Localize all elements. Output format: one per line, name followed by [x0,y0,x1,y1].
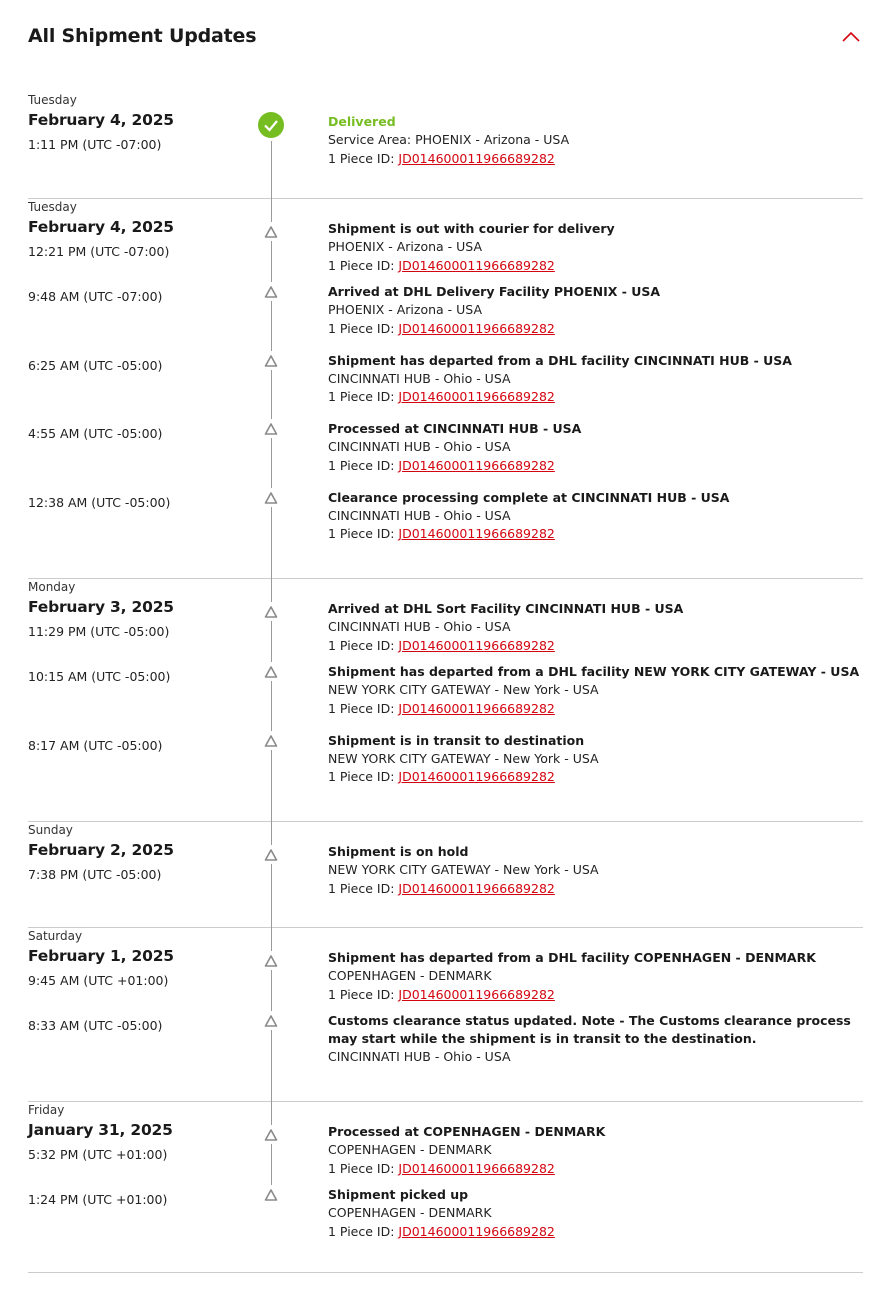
piece-id-label: 1 Piece ID: [328,457,395,473]
event-location: PHOENIX - Arizona - USA [328,302,483,317]
triangle-icon [264,225,278,239]
event-time: 9:48 AM (UTC -07:00) [28,289,163,304]
event-marker [256,491,286,505]
event-status: Shipment picked up [328,1187,469,1202]
event-location: CINCINNATI HUB - Ohio - USA [328,507,511,523]
event-status: Clearance processing complete at CINCINNATI HUB - USA [328,489,730,505]
event-detail [328,949,863,1004]
triangle-icon [264,848,278,862]
event-date: February 1, 2025 [28,947,174,965]
triangle-icon [264,665,278,679]
event-location: NEW YORK CITY GATEWAY - New York - USA [328,862,599,877]
event-time: 12:38 AM (UTC -05:00) [28,494,171,510]
event-marker [256,734,286,748]
piece-id-line [328,257,863,276]
piece-id-label: 1 Piece ID: [328,257,395,273]
piece-id-link[interactable]: JD014600011966689282 [398,389,555,404]
event-time-column [28,92,243,154]
event-date: January 31, 2025 [28,1121,173,1139]
event-time-column [28,1102,243,1164]
triangle-icon [264,1188,278,1202]
timeline-connector [271,438,272,488]
event-time: 5:32 PM (UTC +01:00) [28,1147,168,1162]
event-location: CINCINNATI HUB - Ohio - USA [328,619,511,634]
event-time-column [28,928,243,990]
triangle-icon [264,491,278,505]
day-group [28,579,863,822]
event-detail [328,113,863,168]
timeline-connector [271,370,272,420]
event-marker [256,665,286,679]
event-time: 8:17 AM (UTC -05:00) [28,737,163,753]
event-marker [256,1188,286,1202]
piece-id-label: 1 Piece ID: [328,389,395,404]
event-location: Service Area: PHOENIX - Arizona - USA [328,132,570,147]
piece-id-line [328,1160,863,1179]
event-detail [328,220,863,275]
event-status: Shipment is on hold [328,844,469,859]
timeline-connector [271,681,272,731]
timeline-connector [271,507,272,603]
event-time-column [28,425,243,443]
triangle-icon [264,285,278,299]
event-time-column [28,737,243,755]
event-date: February 2, 2025 [28,841,174,859]
event-status: Arrived at DHL Delivery Facility PHOENIX - USA [328,284,661,299]
event-date: February 4, 2025 [28,218,174,236]
piece-id-line [328,637,863,656]
event-time-column [28,357,243,375]
triangle-icon [264,734,278,748]
event-location: CINCINNATI HUB - Ohio - USA [328,439,511,454]
piece-id-line [328,700,863,719]
event-detail [328,420,863,475]
piece-id-line [328,320,863,339]
triangle-icon [264,1128,278,1142]
event-date: February 3, 2025 [28,598,174,616]
event-marker [256,848,286,862]
event-detail [328,600,863,655]
piece-id-label: 1 Piece ID: [328,700,395,716]
event-marker [256,1128,286,1142]
piece-id-label: 1 Piece ID: [328,637,395,653]
event-status: Processed at COPENHAGEN - DENMARK [328,1124,606,1139]
event-location: NEW YORK CITY GATEWAY - New York - USA [328,750,599,766]
event-marker [256,954,286,968]
piece-id-link[interactable]: JD014600011966689282 [398,1223,555,1239]
piece-id-link[interactable]: JD014600011966689282 [398,320,555,336]
event-detail [328,1186,863,1241]
piece-id-line [328,388,863,407]
event-status: Arrived at DHL Sort Facility CINCINNATI HUB - USA [328,601,684,616]
event-time: 1:11 PM (UTC -07:00) [28,137,162,152]
delivered-marker [256,111,286,139]
event-time: 1:24 PM (UTC +01:00) [28,1192,168,1207]
event-time: 9:45 AM (UTC +01:00) [28,973,169,988]
piece-id-label: 1 Piece ID: [328,880,395,896]
piece-id-line [328,768,863,787]
event-status: Shipment is in transit to destination [328,732,585,748]
event-marker [256,285,286,299]
timeline-connector [271,301,272,351]
day-group [28,92,863,199]
day-group [28,822,863,928]
event-marker [256,422,286,436]
event-detail [328,352,863,407]
piece-id-line [328,457,863,476]
event-time-column [28,822,243,884]
check-circle-icon [257,111,285,139]
event-time-column [28,579,243,641]
event-time: 8:33 AM (UTC -05:00) [28,1018,163,1033]
event-time: 4:55 AM (UTC -05:00) [28,426,163,441]
piece-id-link[interactable]: JD014600011966689282 [398,637,555,653]
event-status: Shipment is out with courier for delivery [328,221,615,236]
piece-id-link[interactable]: JD014600011966689282 [398,526,555,541]
event-location: CINCINNATI HUB - Ohio - USA [328,370,511,386]
piece-id-line [328,880,863,899]
timeline-connector [271,1144,272,1185]
event-time: 6:25 AM (UTC -05:00) [28,357,163,373]
event-time-column [28,1191,243,1209]
triangle-icon [264,954,278,968]
event-status: Delivered [328,114,396,129]
timeline-connector [271,970,272,1011]
event-detail [328,732,863,787]
piece-id-link[interactable]: JD014600011966689282 [398,880,555,896]
piece-id-line [328,150,863,169]
timeline-connector [271,864,272,951]
event-time: 12:21 PM (UTC -07:00) [28,244,170,259]
event-time-column [28,494,243,512]
triangle-icon [264,354,278,368]
event-detail [328,489,863,544]
event-status: Shipment has departed from a DHL facility CINCINNATI HUB - USA [328,352,792,368]
piece-id-line [328,525,863,544]
timeline-connector [271,241,272,282]
timeline-connector [271,141,272,222]
event-location: COPENHAGEN - DENMARK [328,1205,492,1220]
piece-id-link[interactable]: JD014600011966689282 [398,986,555,1002]
event-status: Shipment has departed from a DHL facility COPENHAGEN - DENMARK [328,950,816,965]
day-group [28,928,863,1102]
event-location: COPENHAGEN - DENMARK [328,1142,492,1157]
shipment-timeline [28,92,863,1273]
piece-id-label: 1 Piece ID: [328,769,395,784]
piece-id-line [328,986,863,1005]
triangle-icon [264,605,278,619]
piece-id-link[interactable]: JD014600011966689282 [398,150,555,166]
event-time-column [28,1017,243,1035]
triangle-icon [264,422,278,436]
piece-id-link[interactable]: JD014600011966689282 [398,457,555,473]
day-group [28,1102,863,1273]
event-weekday: Saturday [28,929,83,943]
event-marker [256,225,286,239]
triangle-icon [264,1014,278,1028]
event-weekday: Tuesday [28,200,77,214]
piece-id-link[interactable]: JD014600011966689282 [398,700,555,716]
piece-id-link[interactable]: JD014600011966689282 [398,769,555,784]
event-detail [328,663,863,718]
event-detail [328,283,863,338]
event-location: CINCINNATI HUB - Ohio - USA [328,1049,511,1064]
event-location: PHOENIX - Arizona - USA [328,239,483,254]
chevron-up-icon [840,26,862,48]
event-weekday: Monday [28,580,76,594]
event-weekday: Friday [28,1103,65,1117]
timeline-connector [271,621,272,662]
event-status: Shipment has departed from a DHL facility NEW YORK CITY GATEWAY - USA [328,664,860,679]
piece-id-label: 1 Piece ID: [328,986,395,1002]
day-group [28,199,863,579]
event-status: Customs clearance status updated. Note - The Customs clearance process may start while the shipment is in transit to the destination. [328,1013,851,1046]
event-date: February 4, 2025 [28,111,174,129]
timeline-connector [271,1030,272,1125]
event-detail [328,1123,863,1178]
piece-id-label: 1 Piece ID: [328,1223,395,1239]
event-weekday: Sunday [28,823,73,837]
event-time-column [28,199,243,261]
event-marker [256,1014,286,1028]
piece-id-link[interactable]: JD014600011966689282 [398,257,555,273]
piece-id-label: 1 Piece ID: [328,1160,395,1176]
timeline-connector [271,750,272,846]
piece-id-link[interactable]: JD014600011966689282 [398,1160,555,1176]
event-marker [256,354,286,368]
event-location: NEW YORK CITY GATEWAY - New York - USA [328,682,599,697]
event-detail [328,1012,863,1067]
piece-id-label: 1 Piece ID: [328,320,395,336]
section-title: All Shipment Updates [28,25,257,47]
piece-id-label: 1 Piece ID: [328,150,395,166]
event-time: 11:29 PM (UTC -05:00) [28,624,170,639]
piece-id-line [328,1223,863,1242]
event-time-column [28,288,243,306]
event-time: 7:38 PM (UTC -05:00) [28,867,162,882]
event-detail [328,843,863,898]
event-time: 10:15 AM (UTC -05:00) [28,669,171,684]
event-time-column [28,668,243,686]
section-header [28,22,862,52]
piece-id-label: 1 Piece ID: [328,526,395,541]
event-location: COPENHAGEN - DENMARK [328,968,492,983]
event-marker [256,605,286,619]
event-weekday: Tuesday [28,93,77,107]
collapse-button[interactable] [840,26,862,48]
event-status: Processed at CINCINNATI HUB - USA [328,421,582,436]
